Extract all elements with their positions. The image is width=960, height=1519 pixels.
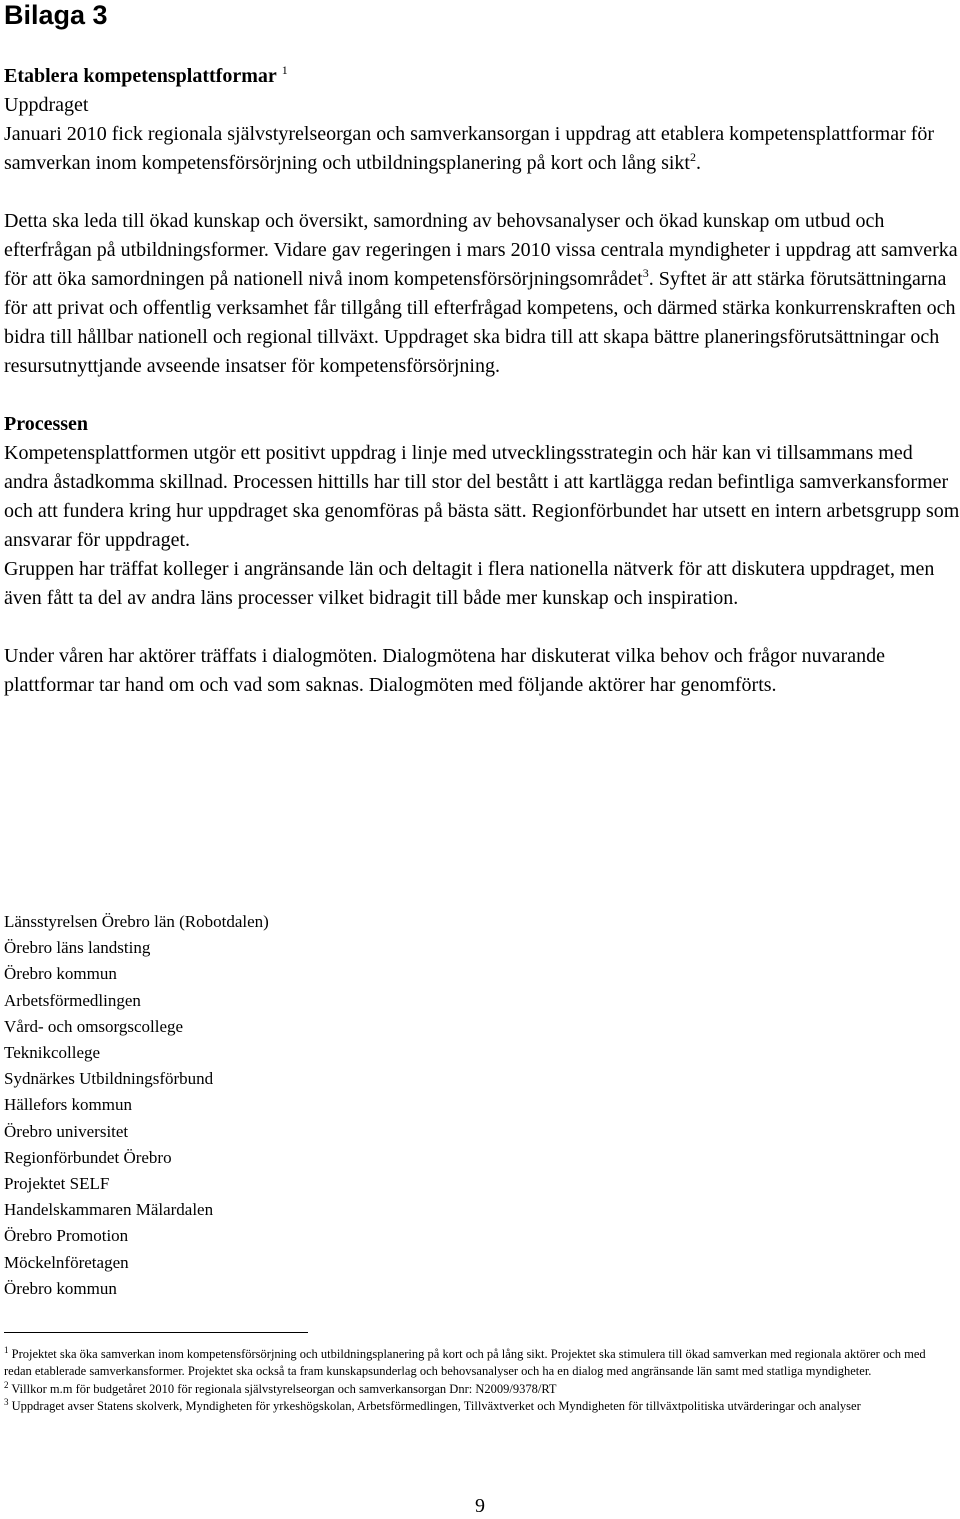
footnotes [4,1346,954,1416]
footnote-text: Villkor m.m för budgetåret 2010 för regionala självstyrelseorgan och samverkansorgan Dnr: N2009/9378/RT [11,1381,557,1396]
footnote-2 [4,1381,954,1398]
footnote-1 [4,1346,954,1381]
subheading-assignment: Uppdraget [4,94,89,116]
page-number: 9 [475,1495,485,1517]
footnote-text: Uppdraget avser Statens skolverk, Myndigheten för yrkeshögskolan, Arbetsförmedlingen, Tillväxtverket och Myndigheten för tillväxtpolitiska utvärderingar och analyser [11,1399,861,1414]
actor-list [4,909,269,1302]
list-item: Örebro universitet [4,1121,129,1141]
footnote-number: 2 [4,1379,9,1390]
footnote-number: 1 [4,1345,9,1355]
paragraph-text-rest: . Syftet är att stärka förutsättningarna för att privat och offentlig verksamhet får tillgång till efterfrågad kompetens, och därmed stärka konkurrenskraften och bidra till hållbar nationell och regional tillväxt. Uppdraget ska bidra till att skapa bättre planeringsförutsättningar och resursutnyttjande avseende insatser för kompetensförsörjning. [4,268,956,377]
paragraph-assignment-goals [4,207,960,381]
spacer [4,381,960,410]
section-title-process: Processen [4,413,89,435]
section-title-platforms: Etablera kompetensplattformar [4,65,277,87]
page-title: Bilaga 3 [4,0,108,30]
paragraph-text: Januari 2010 fick regionala självstyrelseorgan och samverkansorgan i uppdrag att etablera kompetensplattformar för samverkan inom kompetensförsörjning och utbildningsplanering på kort och lång sikt [4,123,935,174]
list-item: Regionförbundet Örebro [4,1147,172,1167]
paragraph-process-2: Gruppen har träffat kolleger i angränsande län och deltagit i flera nationella nätverk för att diskutera uppdraget, men även fått ta del av andra läns processer vilket bidragit till både mer kunskap och inspiration. [4,558,935,609]
list-item: Handelskammaren Mälardalen [4,1200,214,1220]
paragraph-process-3: Under våren har aktörer träffats i dialogmöten. Dialogmötena har diskuterat vilka behov och frågor nuvarande plattformar tar hand om och vad som saknas. Dialogmöten med följande aktörer har genomförts. [4,645,885,696]
footnote-ref-2: 2 [690,150,696,164]
footnote-ref-3: 3 [642,266,649,280]
list-item: Örebro kommun [4,964,117,984]
list-item: Teknikcollege [4,1043,101,1063]
list-item: Vård- och omsorgscollege [4,1016,184,1036]
paragraph-end: . [696,152,701,174]
list-item: Örebro läns landsting [4,938,151,958]
section-heading-platforms [4,62,960,91]
main-content [4,62,960,700]
list-item: Arbetsförmedlingen [4,990,141,1010]
list-item: Sydnärkes Utbildningsförbund [4,1069,214,1089]
list-item: Projektet SELF [4,1174,110,1194]
footnote-ref-1: 1 [281,63,288,77]
list-item: Möckelnföretagen [4,1252,129,1272]
spacer [4,178,960,207]
paragraph-process-1: Kompetensplattformen utgör ett positivt uppdrag i linje med utvecklingsstrategin och här kan vi tillsammans med andra åstadkomma skillnad. Processen hittills har till stor del bestått i att kartlägga redan befintliga samverkansformer och att fundera kring hur uppdraget ska genomföras på bästa sätt. Regionförbundet har utsett en intern arbetsgrupp som ansvarar för uppdraget. [4,442,960,551]
list-item: Länsstyrelsen Örebro län (Robotdalen) [4,912,269,931]
footnote-divider [4,1332,308,1333]
footnote-text: Projektet ska öka samverkan inom kompetensförsörjning och utbildningsplanering på kort och på lång sikt. Projektet ska stimulera till ökad samverkan med regionala aktörer och med redan etablerade samverkansformer. Projektet ska också ta fram kunskapsunderlag och behovsanalyser och ha en dialog med angränsande län samt med statliga myndigheter. [4,1347,926,1379]
footnote-number: 3 [4,1397,9,1408]
paragraph-assignment-intro [4,120,960,178]
list-item: Örebro kommun [4,1278,117,1298]
footnote-3 [4,1398,954,1415]
spacer [4,613,960,642]
list-item: Hällefors kommun [4,1095,132,1115]
list-item: Örebro Promotion [4,1226,129,1246]
paragraph-text: Detta ska leda till ökad kunskap och översikt, samordning av behovsanalyser och ökad kunskap om utbud och efterfrågan på utbildningsformer. Vidare gav regeringen i mars 2010 vissa centrala myndigheter i uppdrag att samverka för att öka samordningen på nationell nivå inom kompetensförsörjningsområdet [4,210,958,290]
